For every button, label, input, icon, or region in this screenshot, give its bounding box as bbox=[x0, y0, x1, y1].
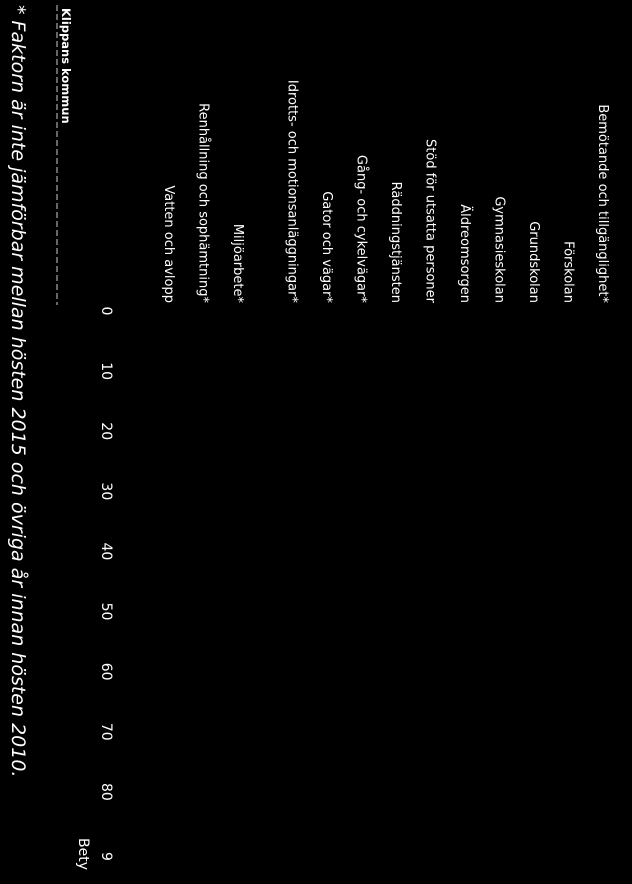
category-label: Gymnasieskolan bbox=[491, 196, 507, 303]
x-tick-label: 40 bbox=[98, 542, 114, 561]
legend bbox=[57, 5, 73, 305]
category-label: Bemötande och tillgänglighet* bbox=[595, 104, 610, 303]
x-axis-label: Bety bbox=[75, 838, 91, 870]
category-label: Renhållning och sophämtning* bbox=[195, 103, 211, 303]
category-label: Idrotts- och motionsanläggningar* bbox=[284, 79, 300, 303]
category-label: Stöd för utsatta personer bbox=[422, 139, 438, 303]
x-tick-label: 0 bbox=[98, 306, 114, 316]
category-label: Miljöarbete* bbox=[230, 223, 245, 303]
category-label: Gång- och cykelvägar* bbox=[353, 154, 369, 303]
x-tick-label: 30 bbox=[98, 482, 114, 501]
chart-plot-area bbox=[7, 5, 610, 870]
x-tick-labels bbox=[98, 307, 114, 861]
x-tick-label: 70 bbox=[98, 722, 114, 741]
category-labels bbox=[161, 80, 610, 304]
x-tick-label: 10 bbox=[98, 362, 114, 381]
x-tick-label: 50 bbox=[98, 602, 114, 621]
footnote: * Faktorn är inte jämförbar mellan hösten 2015 och övriga år innan hösten 2010. bbox=[7, 5, 29, 778]
category-label: Gator och vägar* bbox=[319, 191, 334, 303]
legend-label-klippans-kommun: Klippans kommun bbox=[59, 8, 73, 124]
x-tick-label: 80 bbox=[98, 782, 114, 801]
category-label: Räddningstjänsten bbox=[388, 181, 403, 303]
category-label: Äldreomsorgen bbox=[457, 204, 472, 303]
category-label: Förskolan bbox=[560, 241, 576, 303]
category-label: Grundskolan bbox=[526, 221, 541, 303]
x-tick-label: 9 bbox=[98, 852, 114, 861]
category-label: Vatten och avlopp bbox=[161, 185, 176, 303]
x-tick-label: 20 bbox=[98, 422, 114, 441]
x-tick-label: 60 bbox=[98, 662, 114, 681]
